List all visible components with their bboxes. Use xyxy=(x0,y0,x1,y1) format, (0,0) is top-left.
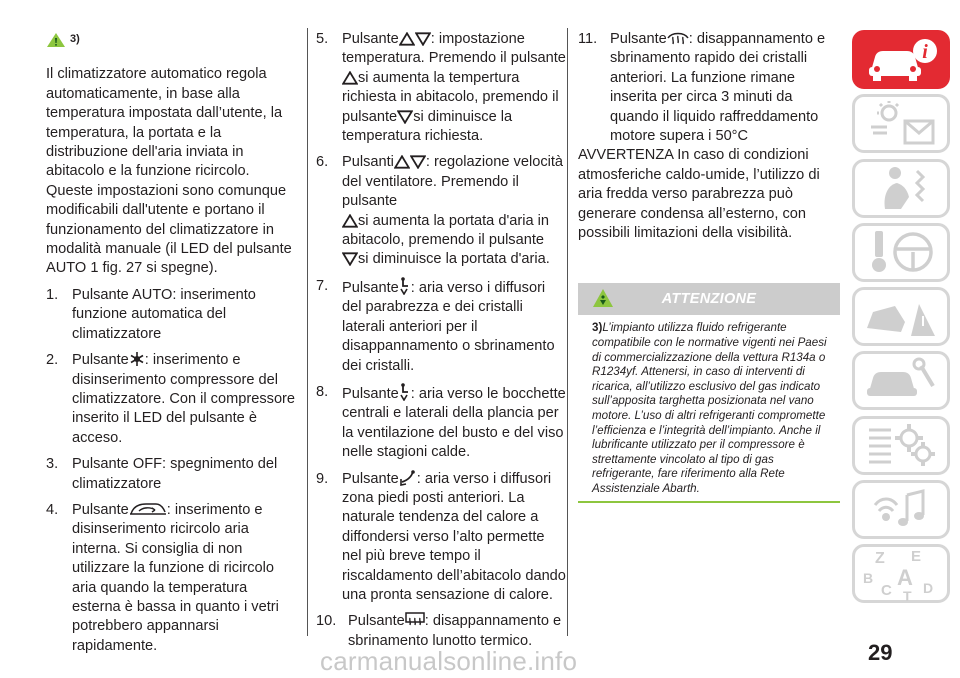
fan-down-icon xyxy=(342,252,358,266)
alphabet-index-icon xyxy=(859,547,943,601)
item-text-cont: : disappannamento e sbrinamento lunotto termico. xyxy=(348,613,562,649)
list-item-7 xyxy=(316,277,568,376)
gears-list-icon xyxy=(861,420,941,470)
alpha-letter: T xyxy=(903,587,912,601)
attention-ref: 3) xyxy=(592,321,603,335)
car-wrench-icon xyxy=(861,356,941,406)
car-info-icon xyxy=(861,37,941,83)
column-2 xyxy=(316,30,568,651)
item-text: Pulsante xyxy=(72,501,129,518)
fan-up-icon xyxy=(394,155,410,169)
tab-starting-driving[interactable] xyxy=(852,223,950,282)
item-text-cont: : inserimento e disinserimento ricircolo aria interna. Si consiglia di non utilizzare la funzione di ricircolo aria quando la temperatura esterna è bassa in quanto i vetri potrebbero appannarsi rapidamente. xyxy=(72,501,279,654)
fan-down-icon xyxy=(410,155,426,169)
front-defrost-icon xyxy=(667,30,689,46)
item-text-cont: : aria verso le bocchette centrali e laterali della plancia per la ventilazione del busto e del viso nelle stagioni calde. xyxy=(342,385,566,461)
rear-defrost-icon xyxy=(405,612,425,628)
item-text-cont: : aria verso i diffusori zona piedi posti anteriori. La naturale tendenza del calore a diffondersi verso l’alto permette nel più breve tempo il riscaldamento dell’abitacolo dando una pronta sensazione di calore. xyxy=(342,470,566,603)
warning-triangle-icon xyxy=(592,288,614,308)
alpha-letter: Z xyxy=(875,549,885,567)
item-text: Pulsante AUTO: inserimento funzione automatica del climatizzatore xyxy=(72,286,256,342)
snowflake-ac-icon xyxy=(129,351,145,367)
item-text-cont: si aumenta la tempertura richiesta in abitacolo, premendo il pulsante xyxy=(342,69,559,125)
item-text-cont: si diminuisce la portata d'aria. xyxy=(358,251,550,268)
alpha-letter: B xyxy=(863,569,874,586)
airbag-person-icon xyxy=(861,163,941,213)
item-number: 4. xyxy=(46,501,59,518)
watermark: carmanualsonline.info xyxy=(320,646,578,676)
item-text: Pulsante xyxy=(342,470,399,487)
item-text-cont: : regolazione velocità del ventilatore. Premendo il pulsante xyxy=(342,154,564,210)
tab-technical-data[interactable] xyxy=(852,416,950,475)
fan-up-icon xyxy=(342,214,358,228)
list-item-9 xyxy=(316,470,568,606)
intro-paragraph: Il climatizzatore automatico regola automaticamente, in base alla temperatura impostata dall’utente, la temperatura, la portata e la distribuzione dell'aria inviata in abitacolo e la funzione ricircolo. Queste impostazioni sono comunque modificabili dall'utente e portano il funzionamento del climatizzatore in modalità manuale (il LED del pulsante AUTO 1 fig. 27 si spegne). xyxy=(46,66,292,277)
column-divider xyxy=(567,28,568,636)
list-item-4 xyxy=(46,501,298,656)
attention-title: ATTENZIONE xyxy=(661,290,757,307)
item-number: 6. xyxy=(316,154,329,171)
warning-ref-label: 3) xyxy=(70,33,80,45)
warning-reference xyxy=(46,30,298,49)
tab-multimedia[interactable] xyxy=(852,480,950,539)
chapter-nav-sidebar xyxy=(852,30,950,609)
item-text-cont: : aria verso i diffusori del parabrezza e dei cristalli laterali anteriori per il disappannamento o sbrinamento dei cristalli. xyxy=(342,279,555,374)
item-number: 5. xyxy=(316,31,329,47)
item-text: Pulsanti xyxy=(342,154,394,171)
alpha-letter: D xyxy=(923,579,934,596)
temp-up-icon xyxy=(399,32,415,46)
attention-text: L’impianto utilizza fluido refrigerante compatibile con le normative vigenti nei Paesi di commercializzazione della vettura R134a o R1234yf. Attenersi, in caso di interventi di ricarica, all’utilizzo esclusivo del gas indicato sull’apposita targhetta posizionata nel vano motore. L’uso di altri refrigeranti compromette l’efficienza e l’integrità dell’impianto. Anche il lubrificante utilizzato per il compressore è strettamente vincolato al tipo di gas refrigerante, fare riferimento alla Rete Assistenziale Abarth. xyxy=(592,321,827,495)
attention-box xyxy=(578,283,840,502)
list-item-3 xyxy=(46,455,298,494)
item-number: 2. xyxy=(46,352,59,369)
list-item-8 xyxy=(316,383,568,463)
item-text-cont: si aumenta la portata d'aria in abitacolo, premendo il pulsante xyxy=(342,212,549,249)
item-text: Pulsante xyxy=(610,31,667,47)
svg-text:i: i xyxy=(922,40,928,63)
item-text-cont: : disappannamento e sbrinamento rapido dei cristalli anteriori. La funzione rimane inserita per circa 3 minuti da quando il liquido raffreddamento motore supera i 50°C xyxy=(610,31,826,145)
tab-index[interactable] xyxy=(852,544,950,603)
list-item-1 xyxy=(46,286,298,344)
multimedia-icon xyxy=(861,485,941,535)
item-text: Pulsante xyxy=(72,352,129,369)
page-number: 29 xyxy=(868,640,893,665)
item-number: 8. xyxy=(316,383,329,400)
temp-down-icon xyxy=(415,32,431,46)
tab-emergency[interactable] xyxy=(852,287,950,346)
item-text: Pulsante xyxy=(342,31,399,47)
alpha-letter: E xyxy=(911,547,922,565)
air-windshield-icon xyxy=(399,277,411,295)
item-number: 10. xyxy=(316,613,337,630)
item-number: 1. xyxy=(46,286,59,303)
item-text: Pulsante OFF: spegnimento del climatizzatore xyxy=(72,456,278,492)
item-text: Pulsante xyxy=(342,279,399,296)
tab-lights-messages[interactable] xyxy=(852,94,950,153)
tab-safety[interactable] xyxy=(852,159,950,218)
temp-down-icon xyxy=(397,110,413,124)
alpha-letter: C xyxy=(881,581,892,599)
alpha-letter: A xyxy=(897,564,913,590)
tab-car-info[interactable] xyxy=(852,30,950,89)
item-text: Pulsante xyxy=(348,613,405,630)
column-1 xyxy=(46,30,298,656)
attention-body xyxy=(578,315,840,496)
recirculation-car-icon xyxy=(129,501,167,517)
list-item-6 xyxy=(316,153,568,269)
column-divider xyxy=(307,28,308,636)
item-text-cont: si diminuisce la temperatura richiesta. xyxy=(342,108,513,145)
item-number: 9. xyxy=(316,470,329,487)
list-item-5 xyxy=(316,30,568,146)
key-steering-wheel-icon xyxy=(861,227,941,277)
column-3 xyxy=(578,30,840,503)
item-number: 7. xyxy=(316,277,329,294)
lights-envelope-icon xyxy=(861,99,941,149)
list-item-11 xyxy=(578,30,840,146)
item-number: 3. xyxy=(46,456,59,473)
tab-maintenance[interactable] xyxy=(852,351,950,410)
attention-header xyxy=(578,283,840,315)
avvertenza-paragraph: AVVERTENZA In caso di condizioni atmosferiche caldo-umide, l’utilizzo di aria fredda verso parabrezza può generare condensa all’esterno, con possibili limitazioni della visibilità. xyxy=(578,147,820,242)
attention-bottom-rule xyxy=(578,501,840,503)
temp-up-icon xyxy=(342,71,358,85)
item-number: 11. xyxy=(578,31,598,47)
item-text: Pulsante xyxy=(342,385,399,402)
list-item-2 xyxy=(46,351,298,448)
item-text-cont: : inserimento e disinserimento compressore del climatizzatore. Con il compressore inserito il LED del pulsante è acceso. xyxy=(72,352,296,446)
air-face-icon xyxy=(399,383,411,401)
item-text-cont: : impostazione temperatura. Premendo il pulsante xyxy=(342,31,566,67)
car-accident-icon xyxy=(861,292,941,342)
warning-triangle-icon xyxy=(46,32,66,48)
air-feet-icon xyxy=(399,470,417,486)
